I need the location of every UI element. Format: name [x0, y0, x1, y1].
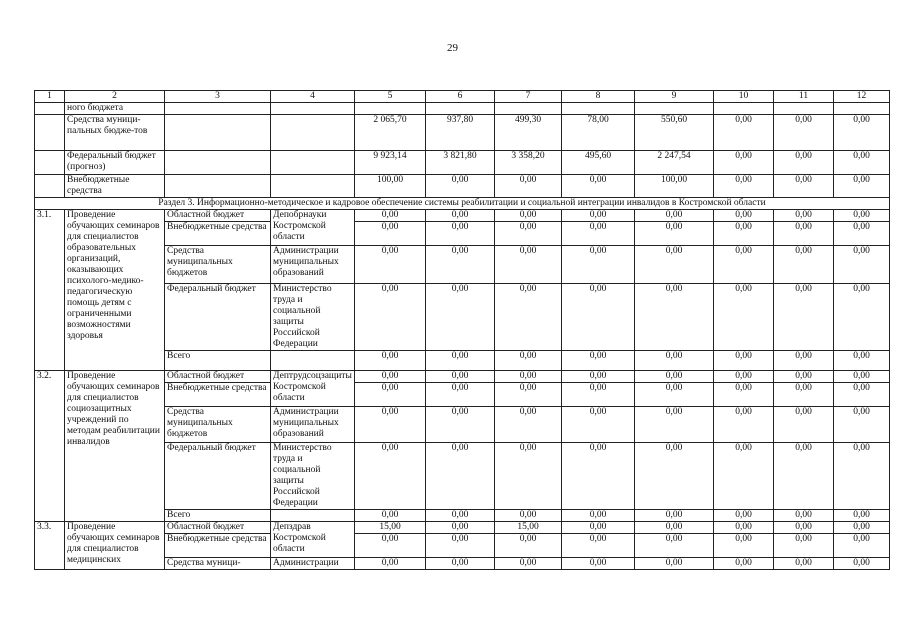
- value-cell: 0,00: [562, 351, 635, 371]
- value-cell: 0,00: [834, 371, 890, 383]
- value-cell: 0,00: [834, 210, 890, 222]
- value-cell: 0,00: [714, 407, 774, 443]
- value-cell: 0,00: [714, 246, 774, 284]
- value-cell: 0,00: [774, 443, 834, 510]
- executor-cell: Депобрнауки Костромской области: [271, 210, 355, 246]
- value-cell: 0,00: [426, 222, 495, 246]
- blank-cell: [165, 175, 271, 198]
- value-cell: [562, 103, 635, 115]
- value-cell: 0,00: [495, 351, 562, 371]
- measure-title: Проведение обучающих семинаров для специалистов социозащитных учреждений по методам реабилитации инвалидов: [65, 371, 165, 522]
- column-number: 5: [355, 91, 426, 103]
- value-cell: 0,00: [562, 371, 635, 383]
- column-number: 9: [635, 91, 714, 103]
- funding-source: Средства муниципальных бюджетов: [165, 246, 271, 284]
- executor-cell: [271, 510, 355, 522]
- funding-source: Областной бюджет: [165, 371, 271, 383]
- value-cell: 0,00: [635, 222, 714, 246]
- value-cell: 15,00: [355, 522, 426, 534]
- value-cell: 0,00: [562, 522, 635, 534]
- value-cell: 0,00: [355, 383, 426, 407]
- value-cell: 0,00: [495, 383, 562, 407]
- value-cell: 0,00: [562, 246, 635, 284]
- value-cell: 0,00: [774, 522, 834, 534]
- value-cell: 0,00: [774, 510, 834, 522]
- value-cell: 0,00: [355, 351, 426, 371]
- value-cell: 0,00: [834, 522, 890, 534]
- value-cell: 0,00: [495, 246, 562, 284]
- value-cell: 0,00: [635, 510, 714, 522]
- funding-source: Средства муници-пальных бюдже-тов: [65, 115, 165, 151]
- value-cell: 0,00: [426, 534, 495, 558]
- blank-cell: [271, 103, 355, 115]
- value-cell: 499,30: [495, 115, 562, 151]
- value-cell: 0,00: [774, 115, 834, 151]
- value-cell: 0,00: [426, 443, 495, 510]
- value-cell: 0,00: [635, 383, 714, 407]
- value-cell: 0,00: [562, 284, 635, 351]
- value-cell: 0,00: [714, 558, 774, 570]
- value-cell: 0,00: [635, 558, 714, 570]
- page-number: 29: [447, 42, 458, 54]
- blank-cell: [35, 103, 65, 115]
- value-cell: 0,00: [635, 443, 714, 510]
- funding-source: Всего: [165, 510, 271, 522]
- measure-title: Проведение обучающих семинаров для специалистов медицинских: [65, 522, 165, 570]
- executor-cell: Администрации: [271, 558, 355, 570]
- value-cell: 0,00: [834, 284, 890, 351]
- value-cell: 0,00: [714, 383, 774, 407]
- value-cell: 3 821,80: [426, 151, 495, 175]
- value-cell: 0,00: [714, 351, 774, 371]
- value-cell: 0,00: [834, 151, 890, 175]
- value-cell: 495,60: [562, 151, 635, 175]
- value-cell: 0,00: [562, 534, 635, 558]
- value-cell: 0,00: [426, 558, 495, 570]
- value-cell: 0,00: [834, 534, 890, 558]
- value-cell: [635, 103, 714, 115]
- value-cell: [355, 103, 426, 115]
- funding-source: Внебюджетные средства: [165, 222, 271, 246]
- value-cell: 0,00: [495, 210, 562, 222]
- value-cell: 0,00: [562, 210, 635, 222]
- value-cell: 0,00: [426, 351, 495, 371]
- value-cell: [774, 103, 834, 115]
- value-cell: 0,00: [635, 407, 714, 443]
- column-number: 2: [65, 91, 165, 103]
- value-cell: 0,00: [714, 443, 774, 510]
- value-cell: 0,00: [834, 407, 890, 443]
- funding-source: Областной бюджет: [165, 522, 271, 534]
- column-number: 3: [165, 91, 271, 103]
- value-cell: 937,80: [426, 115, 495, 151]
- funding-source: Внебюджетные средства: [165, 383, 271, 407]
- table-row: [35, 175, 890, 198]
- value-cell: 0,00: [355, 284, 426, 351]
- column-number: 12: [834, 91, 890, 103]
- value-cell: 0,00: [426, 407, 495, 443]
- value-cell: 0,00: [495, 407, 562, 443]
- value-cell: 78,00: [562, 115, 635, 151]
- value-cell: 0,00: [774, 351, 834, 371]
- value-cell: 0,00: [562, 175, 635, 198]
- value-cell: 0,00: [426, 371, 495, 383]
- funding-source: Средства муници-: [165, 558, 271, 570]
- value-cell: 0,00: [774, 383, 834, 407]
- value-cell: 0,00: [495, 534, 562, 558]
- value-cell: 0,00: [355, 210, 426, 222]
- value-cell: 0,00: [495, 371, 562, 383]
- value-cell: 0,00: [355, 246, 426, 284]
- value-cell: 0,00: [714, 115, 774, 151]
- value-cell: 0,00: [714, 371, 774, 383]
- value-cell: 0,00: [635, 351, 714, 371]
- measure-title: Проведение обучающих семинаров для специалистов образовательных организаций, оказывающих психолого-медико-педагогическую помощь детям с ограниченными возможностями здоровья: [65, 210, 165, 371]
- table-row: [35, 371, 890, 383]
- value-cell: 0,00: [774, 222, 834, 246]
- value-cell: 0,00: [355, 534, 426, 558]
- executor-cell: Администрации муниципальных образований: [271, 407, 355, 443]
- column-number: 1: [35, 91, 65, 103]
- value-cell: 0,00: [714, 522, 774, 534]
- value-cell: 0,00: [426, 246, 495, 284]
- measure-number: 3.1.: [35, 210, 65, 371]
- value-cell: 0,00: [426, 175, 495, 198]
- funding-source: Федеральный бюджет: [165, 284, 271, 351]
- blank-cell: [35, 175, 65, 198]
- value-cell: 0,00: [355, 510, 426, 522]
- column-number: 7: [495, 91, 562, 103]
- blank-cell: [35, 151, 65, 175]
- funding-source: Средства муниципальных бюджетов: [165, 407, 271, 443]
- value-cell: 0,00: [774, 175, 834, 198]
- funding-source: Областной бюджет: [165, 210, 271, 222]
- value-cell: 0,00: [355, 558, 426, 570]
- value-cell: 0,00: [495, 175, 562, 198]
- value-cell: 0,00: [834, 115, 890, 151]
- value-cell: 0,00: [426, 284, 495, 351]
- funding-source: Внебюджетные средства: [165, 534, 271, 558]
- value-cell: 0,00: [355, 407, 426, 443]
- value-cell: 15,00: [495, 522, 562, 534]
- section-title-row: [35, 198, 890, 210]
- value-cell: 0,00: [495, 443, 562, 510]
- value-cell: [714, 103, 774, 115]
- value-cell: 0,00: [834, 175, 890, 198]
- value-cell: 3 358,20: [495, 151, 562, 175]
- value-cell: 0,00: [714, 210, 774, 222]
- executor-cell: Дептрудсоцзащиты Костромской области: [271, 371, 355, 407]
- value-cell: 0,00: [774, 371, 834, 383]
- value-cell: 0,00: [426, 522, 495, 534]
- funding-source: Внебюджетные средства: [65, 175, 165, 198]
- funding-source: Федеральный бюджет (прогноз): [65, 151, 165, 175]
- value-cell: 0,00: [635, 522, 714, 534]
- measure-number: 3.2.: [35, 371, 65, 522]
- value-cell: 0,00: [834, 222, 890, 246]
- value-cell: 0,00: [635, 284, 714, 351]
- value-cell: 0,00: [495, 510, 562, 522]
- value-cell: 0,00: [562, 510, 635, 522]
- blank-cell: [35, 115, 65, 151]
- blank-cell: [165, 103, 271, 115]
- value-cell: 0,00: [714, 534, 774, 558]
- executor-cell: Министерство труда и социальной защиты Российской Федерации: [271, 284, 355, 351]
- value-cell: 0,00: [635, 210, 714, 222]
- column-number: 11: [774, 91, 834, 103]
- table-row: [35, 522, 890, 534]
- value-cell: 0,00: [355, 222, 426, 246]
- value-cell: 0,00: [562, 443, 635, 510]
- value-cell: 0,00: [714, 175, 774, 198]
- value-cell: 0,00: [834, 443, 890, 510]
- value-cell: [495, 103, 562, 115]
- value-cell: 0,00: [714, 510, 774, 522]
- column-number: 8: [562, 91, 635, 103]
- value-cell: 0,00: [635, 534, 714, 558]
- column-number-row: [35, 91, 890, 103]
- value-cell: 0,00: [774, 534, 834, 558]
- column-number: 10: [714, 91, 774, 103]
- value-cell: 0,00: [426, 383, 495, 407]
- funding-source: Федеральный бюджет: [165, 443, 271, 510]
- value-cell: 100,00: [355, 175, 426, 198]
- value-cell: 0,00: [635, 371, 714, 383]
- value-cell: 0,00: [495, 284, 562, 351]
- table-row: [35, 151, 890, 175]
- value-cell: 2 247,54: [635, 151, 714, 175]
- executor-cell: Министерство труда и социальной защиты Российской Федерации: [271, 443, 355, 510]
- value-cell: 0,00: [426, 510, 495, 522]
- funding-source: Всего: [165, 351, 271, 371]
- blank-cell: [271, 115, 355, 151]
- value-cell: 100,00: [635, 175, 714, 198]
- value-cell: 0,00: [774, 210, 834, 222]
- value-cell: 0,00: [714, 222, 774, 246]
- section-title: Раздел 3. Информационно-методическое и кадровое обеспечение системы реабилитации и социальной интеграции инвалидов в Костромской области: [35, 198, 890, 210]
- value-cell: [834, 103, 890, 115]
- value-cell: 9 923,14: [355, 151, 426, 175]
- table-row: [35, 103, 890, 115]
- value-cell: 0,00: [714, 284, 774, 351]
- value-cell: 0,00: [355, 443, 426, 510]
- blank-cell: [271, 175, 355, 198]
- value-cell: 0,00: [834, 558, 890, 570]
- blank-cell: [271, 151, 355, 175]
- executor-cell: Депздрав Костромской области: [271, 522, 355, 558]
- value-cell: 0,00: [495, 222, 562, 246]
- value-cell: [426, 103, 495, 115]
- value-cell: 0,00: [774, 558, 834, 570]
- value-cell: 0,00: [834, 383, 890, 407]
- value-cell: 0,00: [834, 510, 890, 522]
- value-cell: 0,00: [562, 558, 635, 570]
- column-number: 4: [271, 91, 355, 103]
- value-cell: 0,00: [774, 246, 834, 284]
- value-cell: 0,00: [426, 210, 495, 222]
- value-cell: 0,00: [495, 558, 562, 570]
- value-cell: 0,00: [834, 246, 890, 284]
- value-cell: 0,00: [774, 407, 834, 443]
- funding-source: ного бюджета: [65, 103, 165, 115]
- value-cell: 2 065,70: [355, 115, 426, 151]
- blank-cell: [165, 151, 271, 175]
- budget-table: [34, 90, 890, 570]
- executor-cell: [271, 351, 355, 371]
- measure-number: 3.3.: [35, 522, 65, 570]
- value-cell: 0,00: [562, 222, 635, 246]
- value-cell: 0,00: [355, 371, 426, 383]
- column-number: 6: [426, 91, 495, 103]
- value-cell: 0,00: [562, 407, 635, 443]
- value-cell: 0,00: [774, 284, 834, 351]
- executor-cell: Администрации муниципальных образований: [271, 246, 355, 284]
- value-cell: 0,00: [834, 351, 890, 371]
- table-row: [35, 210, 890, 222]
- table-row: [35, 115, 890, 151]
- value-cell: 550,60: [635, 115, 714, 151]
- value-cell: 0,00: [774, 151, 834, 175]
- blank-cell: [165, 115, 271, 151]
- value-cell: 0,00: [635, 246, 714, 284]
- value-cell: 0,00: [562, 383, 635, 407]
- value-cell: 0,00: [714, 151, 774, 175]
